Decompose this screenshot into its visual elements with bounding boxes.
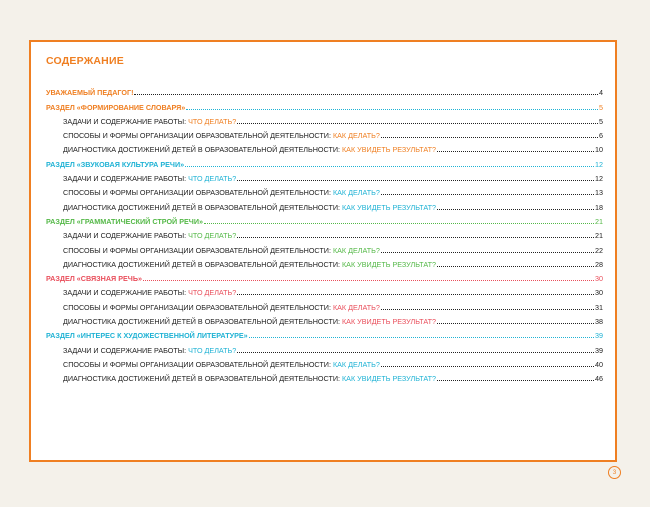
toc-leader bbox=[237, 123, 598, 124]
toc-leader bbox=[134, 94, 598, 95]
toc-leader bbox=[437, 151, 594, 152]
toc-page-number: 46 bbox=[595, 374, 603, 384]
toc-page-number: 38 bbox=[595, 317, 603, 327]
toc-item-text: ЗАДАЧИ И СОДЕРЖАНИЕ РАБОТЫ: bbox=[63, 345, 189, 355]
toc-leader bbox=[437, 209, 594, 210]
toc-item[interactable] bbox=[46, 355, 603, 369]
toc-list bbox=[46, 83, 603, 383]
toc-leader bbox=[381, 137, 598, 138]
toc-item[interactable] bbox=[46, 140, 603, 154]
toc-item-accent: КАК ДЕЛАТЬ? bbox=[332, 302, 380, 312]
toc-leader bbox=[437, 266, 594, 267]
toc-leader bbox=[143, 280, 594, 281]
toc-item-text: СПОСОБЫ И ФОРМЫ ОРГАНИЗАЦИИ ОБРАЗОВАТЕЛЬНОЙ ДЕЯТЕЛЬНОСТИ: bbox=[63, 302, 333, 312]
toc-section-label: РАЗДЕЛ «ЗВУКОВАЯ КУЛЬТУРА РЕЧИ» bbox=[46, 159, 185, 169]
toc-item-text: ДИАГНОСТИКА ДОСТИЖЕНИЙ ДЕТЕЙ В ОБРАЗОВАТЕЛЬНОЙ ДЕЯТЕЛЬНОСТИ: bbox=[63, 374, 342, 384]
toc-leader bbox=[437, 323, 594, 324]
toc-leader bbox=[237, 180, 594, 181]
toc-item[interactable] bbox=[46, 183, 603, 197]
toc-page-number: 12 bbox=[595, 159, 603, 169]
toc-page-number: 31 bbox=[595, 302, 603, 312]
toc-item-accent: ЧТО ДЕЛАТЬ? bbox=[188, 345, 237, 355]
toc-heading: СОДЕРЖАНИЕ bbox=[46, 55, 124, 67]
toc-page-number: 5 bbox=[599, 116, 603, 126]
toc-item-accent: КАК ДЕЛАТЬ? bbox=[332, 359, 380, 369]
toc-item-text: ДИАГНОСТИКА ДОСТИЖЕНИЙ ДЕТЕЙ В ОБРАЗОВАТЕЛЬНОЙ ДЕЯТЕЛЬНОСТИ: bbox=[63, 202, 342, 212]
toc-item[interactable] bbox=[46, 369, 603, 383]
toc-page-number: 5 bbox=[599, 102, 603, 112]
toc-item[interactable] bbox=[46, 197, 603, 211]
toc-item[interactable] bbox=[46, 126, 603, 140]
toc-item-text: СПОСОБЫ И ФОРМЫ ОРГАНИЗАЦИИ ОБРАЗОВАТЕЛЬНОЙ ДЕЯТЕЛЬНОСТИ: bbox=[63, 131, 333, 141]
toc-item-text: СПОСОБЫ И ФОРМЫ ОРГАНИЗАЦИИ ОБРАЗОВАТЕЛЬНОЙ ДЕЯТЕЛЬНОСТИ: bbox=[63, 245, 333, 255]
toc-section[interactable] bbox=[46, 326, 603, 340]
toc-section[interactable] bbox=[46, 269, 603, 283]
toc-item[interactable] bbox=[46, 340, 603, 354]
toc-item[interactable] bbox=[46, 169, 603, 183]
toc-page-number: 40 bbox=[595, 359, 603, 369]
toc-intro-label: УВАЖАЕМЫЙ ПЕДАГОГ! bbox=[46, 88, 134, 98]
toc-item-text: ЗАДАЧИ И СОДЕРЖАНИЕ РАБОТЫ: bbox=[63, 116, 189, 126]
toc-section-label: РАЗДЕЛ «ГРАММАТИЧЕСКИЙ СТРОЙ РЕЧИ» bbox=[46, 216, 204, 226]
toc-item[interactable] bbox=[46, 226, 603, 240]
toc-item[interactable] bbox=[46, 283, 603, 297]
toc-item-accent: ЧТО ДЕЛАТЬ? bbox=[188, 174, 237, 184]
toc-item-accent: КАК УВИДЕТЬ РЕЗУЛЬТАТ? bbox=[342, 202, 436, 212]
toc-page-number: 4 bbox=[599, 88, 603, 98]
toc-item[interactable] bbox=[46, 312, 603, 326]
toc-page-number: 12 bbox=[595, 174, 603, 184]
toc-leader bbox=[237, 294, 594, 295]
toc-item-accent: КАК ДЕЛАТЬ? bbox=[332, 131, 380, 141]
toc-item-text: ЗАДАЧИ И СОДЕРЖАНИЕ РАБОТЫ: bbox=[63, 288, 189, 298]
toc-page-number: 10 bbox=[595, 145, 603, 155]
toc-page-number: 18 bbox=[595, 202, 603, 212]
toc-item[interactable] bbox=[46, 255, 603, 269]
toc-item-accent: КАК УВИДЕТЬ РЕЗУЛЬТАТ? bbox=[342, 317, 436, 327]
toc-leader bbox=[437, 380, 594, 381]
toc-item-accent: КАК УВИДЕТЬ РЕЗУЛЬТАТ? bbox=[342, 259, 436, 269]
toc-item[interactable] bbox=[46, 112, 603, 126]
toc-page-number: 22 bbox=[595, 245, 603, 255]
toc-item-accent: КАК УВИДЕТЬ РЕЗУЛЬТАТ? bbox=[342, 374, 436, 384]
toc-section-label: РАЗДЕЛ «СВЯЗНАЯ РЕЧЬ» bbox=[46, 274, 143, 284]
toc-leader bbox=[204, 223, 594, 224]
toc-section[interactable] bbox=[46, 154, 603, 168]
toc-leader bbox=[186, 109, 598, 110]
toc-leader bbox=[237, 352, 594, 353]
toc-item-text: ЗАДАЧИ И СОДЕРЖАНИЕ РАБОТЫ: bbox=[63, 174, 189, 184]
toc-page-number: 39 bbox=[595, 331, 603, 341]
toc-item-accent: КАК ДЕЛАТЬ? bbox=[332, 188, 380, 198]
toc-item-accent: КАК УВИДЕТЬ РЕЗУЛЬТАТ? bbox=[342, 145, 436, 155]
toc-intro[interactable] bbox=[46, 83, 603, 97]
toc-page-number: 21 bbox=[595, 216, 603, 226]
toc-item-accent: ЧТО ДЕЛАТЬ? bbox=[188, 116, 237, 126]
toc-frame bbox=[29, 40, 617, 462]
toc-page-number: 28 bbox=[595, 259, 603, 269]
toc-page-number: 39 bbox=[595, 345, 603, 355]
toc-leader bbox=[381, 366, 594, 367]
toc-item-text: ДИАГНОСТИКА ДОСТИЖЕНИЙ ДЕТЕЙ В ОБРАЗОВАТЕЛЬНОЙ ДЕЯТЕЛЬНОСТИ: bbox=[63, 145, 342, 155]
toc-page-number: 13 bbox=[595, 188, 603, 198]
toc-page-number: 30 bbox=[595, 274, 603, 284]
toc-item[interactable] bbox=[46, 297, 603, 311]
toc-section[interactable] bbox=[46, 97, 603, 111]
toc-item[interactable] bbox=[46, 240, 603, 254]
toc-leader bbox=[381, 194, 594, 195]
toc-section-label: РАЗДЕЛ «ИНТЕРЕС К ХУДОЖЕСТВЕННОЙ ЛИТЕРАТУРЕ» bbox=[46, 331, 248, 341]
toc-section-label: РАЗДЕЛ «ФОРМИРОВАНИЕ СЛОВАРЯ» bbox=[46, 102, 186, 112]
toc-leader bbox=[381, 252, 594, 253]
toc-leader bbox=[249, 337, 594, 338]
toc-section[interactable] bbox=[46, 212, 603, 226]
page-number-badge: 3 bbox=[608, 466, 621, 479]
toc-leader bbox=[237, 237, 594, 238]
toc-item-text: ДИАГНОСТИКА ДОСТИЖЕНИЙ ДЕТЕЙ В ОБРАЗОВАТЕЛЬНОЙ ДЕЯТЕЛЬНОСТИ: bbox=[63, 317, 342, 327]
toc-page-number: 6 bbox=[599, 131, 603, 141]
toc-item-accent: ЧТО ДЕЛАТЬ? bbox=[188, 288, 237, 298]
toc-item-text: СПОСОБЫ И ФОРМЫ ОРГАНИЗАЦИИ ОБРАЗОВАТЕЛЬНОЙ ДЕЯТЕЛЬНОСТИ: bbox=[63, 359, 333, 369]
toc-item-accent: КАК ДЕЛАТЬ? bbox=[332, 245, 380, 255]
toc-item-text: ЗАДАЧИ И СОДЕРЖАНИЕ РАБОТЫ: bbox=[63, 231, 189, 241]
toc-page-number: 21 bbox=[595, 231, 603, 241]
toc-leader bbox=[185, 166, 594, 167]
toc-item-text: ДИАГНОСТИКА ДОСТИЖЕНИЙ ДЕТЕЙ В ОБРАЗОВАТЕЛЬНОЙ ДЕЯТЕЛЬНОСТИ: bbox=[63, 259, 342, 269]
toc-page-number: 30 bbox=[595, 288, 603, 298]
toc-item-accent: ЧТО ДЕЛАТЬ? bbox=[188, 231, 237, 241]
toc-leader bbox=[381, 309, 594, 310]
toc-item-text: СПОСОБЫ И ФОРМЫ ОРГАНИЗАЦИИ ОБРАЗОВАТЕЛЬНОЙ ДЕЯТЕЛЬНОСТИ: bbox=[63, 188, 333, 198]
